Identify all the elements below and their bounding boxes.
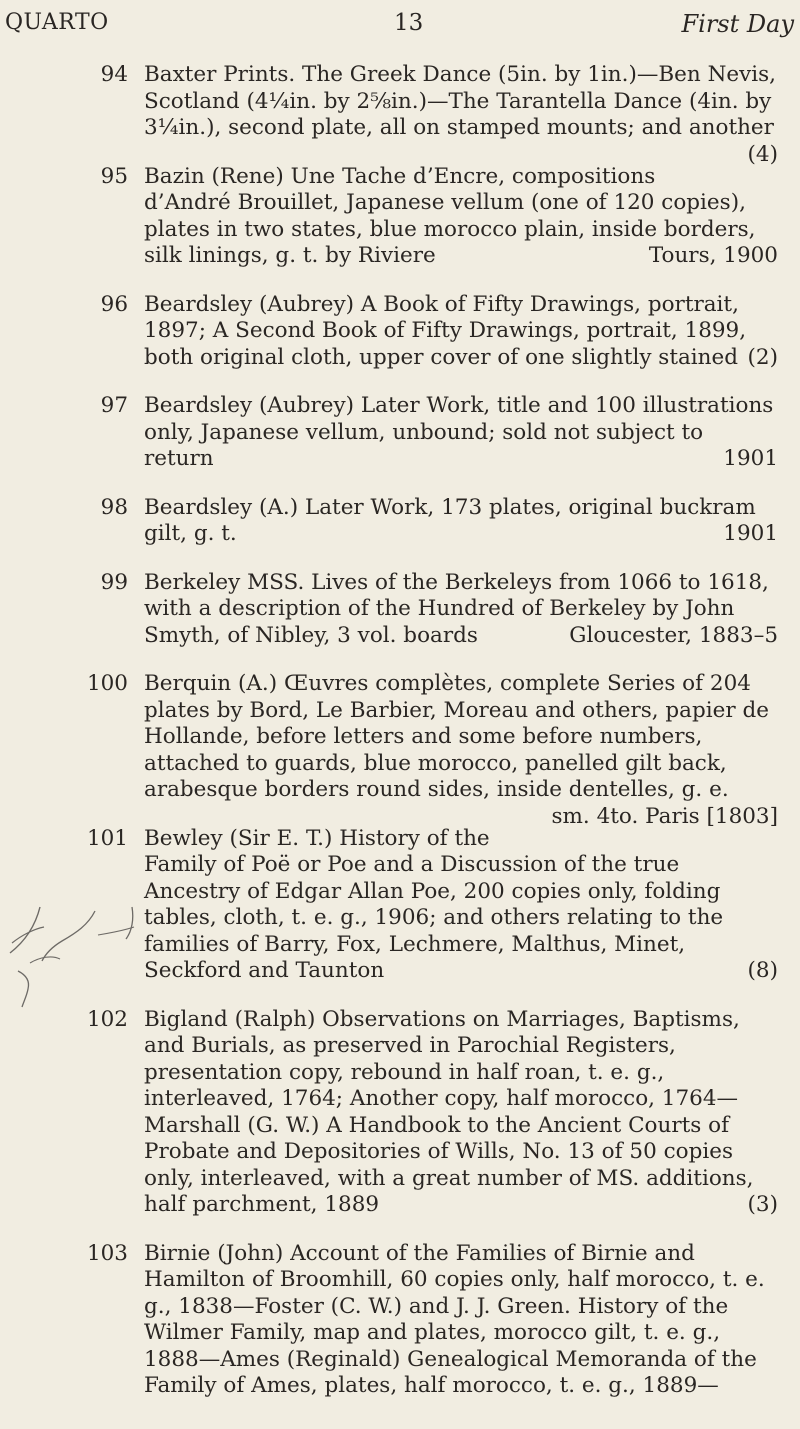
lot-description <box>144 292 778 372</box>
lot-tail: (8) <box>747 958 778 983</box>
lot-description <box>144 164 778 270</box>
lot-text: Beardsley (Aubrey) A Book of Fifty Drawings, portrait, 1897; A Second Book of Fifty Drawings, portrait, 1899, both original cloth, upper cover of one slightly stained <box>144 291 747 370</box>
lot-tail: 1901 <box>723 521 778 546</box>
lot-entry <box>0 826 800 985</box>
lot-number: 103 <box>86 1240 128 1266</box>
lot-number: 99 <box>100 569 128 595</box>
lot-description <box>144 62 778 167</box>
lot-text: Baxter Prints. The Greek Dance (5in. by 1in.)—Ben Nevis, Scotland (4¼in. by 2⅝in.)—The Tarantella Dance (4in. by 3¼in.), second plate, all on stamped mounts; and another <box>144 62 776 140</box>
lot-entry <box>0 1007 800 1219</box>
lot-text: Bewley (Sir E. T.) History of the Family of Poë or Poe and a Discussion of the true Ancestry of Edgar Allan Poe, 200 copies only, folding tables, cloth, t. e. g., 1906; and others relating to the families of Barry, Fox, Lechmere, Malthus, Minet, Seckford and Taunton <box>144 825 724 983</box>
lot-text: Beardsley (Aubrey) Later Work, title and 100 illustrations only, Japanese vellum, unbound; sold not subject to return <box>144 393 774 471</box>
lot-text: Bigland (Ralph) Observations on Marriages, Baptisms, and Burials, as preserved in Parochial Registers, presentation copy, rebound in half roan, t. e. g., interleaved, 1764; Another copy, half morocco, 1764—Marshall (G. W.) A Handbook to the Ancient Courts of Probate and Depositories of Wills, No. 13 of 50 copies only, interleaved, with a great number of MS. additions, half parchment, 1889 <box>144 1006 754 1217</box>
lot-number: 100 <box>86 671 128 696</box>
lot-entry <box>0 671 800 829</box>
lot-description <box>144 826 778 985</box>
catalogue-entries <box>0 62 800 1422</box>
lot-number: 96 <box>100 291 128 317</box>
lot-entry <box>0 495 800 548</box>
lot-number: 94 <box>100 62 128 87</box>
lot-text: Beardsley (A.) Later Work, 173 plates, original buckram gilt, g. t. <box>144 494 756 546</box>
lot-number: 101 <box>86 825 128 851</box>
lot-text: Berquin (A.) Œuvres complètes, complete Series of 204 plates by Bord, Le Barbier, Moreau and others, papier de Hollande, before letters and some before numbers, attached to guards, blue morocco, panelled gilt back, arabesque borders round sides, inside dentelles, g. e. <box>144 671 769 802</box>
lot-entry <box>0 1241 800 1400</box>
lot-description <box>144 570 778 650</box>
lot-text: Berkeley MSS. Lives of the Berkeleys from 1066 to 1618, with a description of the Hundred of Berkeley by John Smyth, of Nibley, 3 vol. boards <box>144 569 769 648</box>
lot-description <box>144 671 778 829</box>
lot-tail: (4) <box>747 141 778 167</box>
lot-tail: 1901 <box>723 446 778 471</box>
lot-entry <box>0 292 800 372</box>
lot-entry <box>0 570 800 650</box>
lot-tail: sm. 4to. Paris [1803] <box>551 803 778 829</box>
lot-text: Bazin (Rene) Une Tache d’Encre, compositions d’André Brouillet, Japanese vellum (one of 120 copies), plates in two states, blue morocco plain, inside borders, silk linings, g. t. by Riviere <box>144 163 756 268</box>
lot-entry <box>0 62 800 167</box>
lot-tail: Gloucester, 1883–5 <box>569 622 778 648</box>
lot-description <box>144 393 778 473</box>
lot-description <box>144 1007 778 1219</box>
page-number: 13 <box>394 10 424 36</box>
lot-tail: (2) <box>747 344 778 370</box>
lot-number: 98 <box>100 494 128 520</box>
running-head <box>0 6 800 42</box>
lot-number: 95 <box>100 163 128 189</box>
lot-tail: Tours, 1900 <box>648 243 778 268</box>
lot-number: 102 <box>86 1006 128 1032</box>
header-section-label: QUARTO <box>5 10 109 35</box>
lot-description <box>144 1241 778 1400</box>
sale-day-label: First Day <box>681 10 794 38</box>
lot-entry <box>0 164 800 270</box>
lot-tail: (3) <box>747 1192 778 1217</box>
lot-number: 97 <box>100 393 128 418</box>
lot-entry <box>0 393 800 473</box>
lot-text: Birnie (John) Account of the Families of Birnie and Hamilton of Broomhill, 60 copies only, half morocco, t. e. g., 1838—Foster (C. W.) and J. J. Green. History of the Wilmer Family, map and plates, morocco gilt, t. e. g., 1888—Ames (Reginald) Genealogical Memoranda of the Family of Ames, plates, half morocco, t. e. g., 1889— <box>144 1240 765 1398</box>
lot-description <box>144 495 778 548</box>
